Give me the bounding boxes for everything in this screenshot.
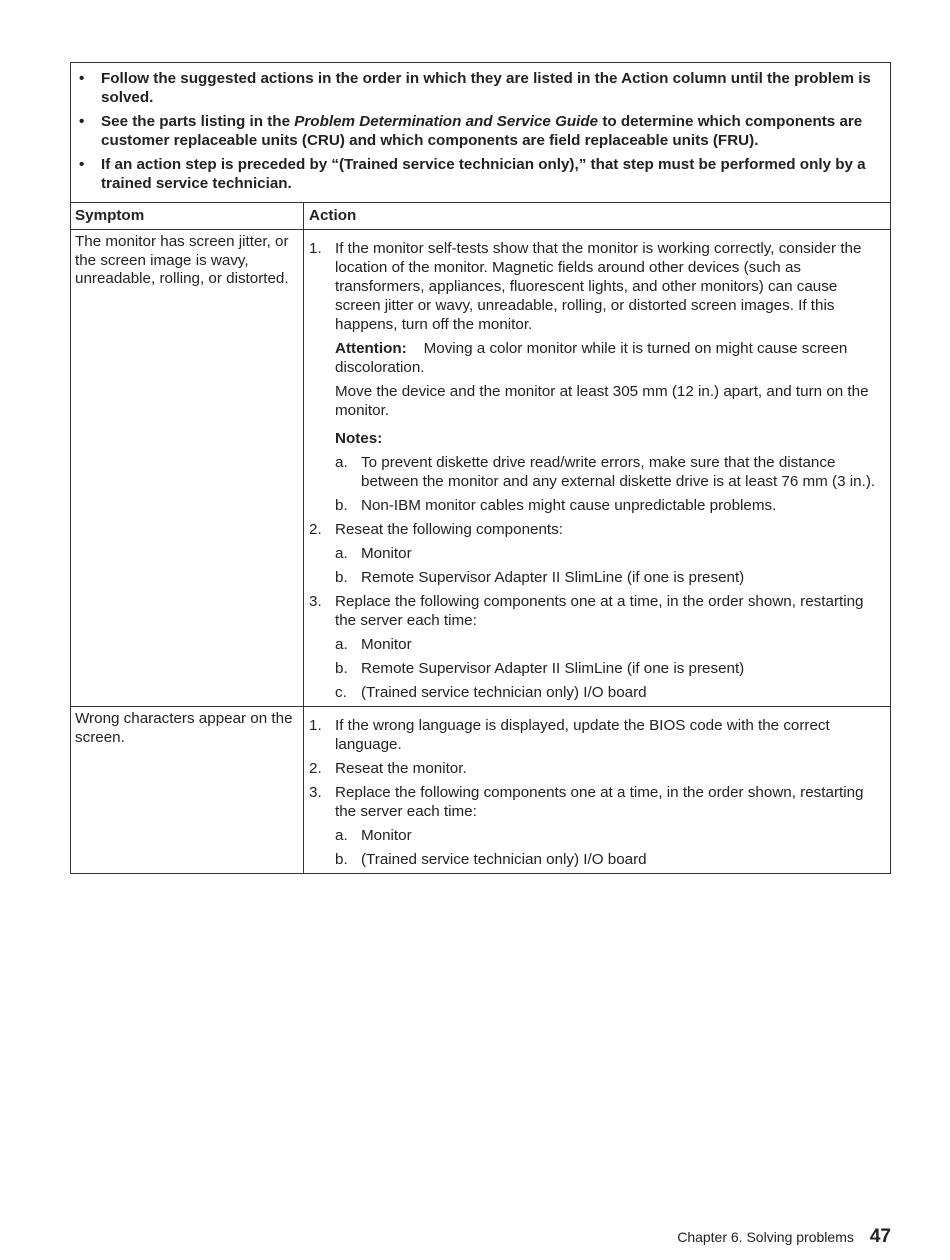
substep-letter: b.: [335, 851, 348, 868]
action-step: [309, 239, 882, 334]
action-cell: [304, 707, 890, 873]
substep-text: (Trained service technician only) I/O board: [361, 851, 647, 868]
substep-item: [335, 850, 882, 869]
substep-text: Remote Supervisor Adapter II SlimLine (if one is present): [361, 569, 745, 586]
action-step: [309, 520, 882, 539]
symptom-cell: Wrong characters appear on the screen.: [71, 707, 304, 873]
symptom-header: Symptom: [71, 203, 304, 229]
symptom-cell: The monitor has screen jitter, or the screen image is wavy, unreadable, rolling, or distorted.: [71, 230, 304, 706]
note-letter: a.: [335, 454, 348, 471]
notes-heading: Notes:: [335, 430, 383, 447]
step-number: 3.: [309, 784, 322, 801]
substep-item: [335, 568, 882, 587]
step-text: Reseat the following components:: [335, 521, 563, 538]
step-text: Replace the following components one at a time, in the order shown, restarting the server each time:: [335, 784, 864, 820]
chapter-title: Chapter 6. Solving problems: [677, 1229, 854, 1245]
instruction-text: If an action step is preceded by “(Trained service technician only),” that step must be performed only by a trained service technician.: [101, 156, 866, 192]
action-header: Action: [309, 207, 357, 224]
instruction-text: Follow the suggested actions in the order in which they are listed in the Action column until the problem is solved.: [101, 70, 871, 106]
step-number: 3.: [309, 593, 322, 610]
step-number: 1.: [309, 240, 322, 257]
attention-text: Moving a color monitor while it is turned on might cause screen discoloration.: [335, 340, 848, 376]
substep-letter: b.: [335, 569, 348, 586]
substep-letter: a.: [335, 636, 348, 653]
instruction-bullet: [79, 69, 882, 107]
substep-item: [335, 683, 882, 702]
substep-letter: c.: [335, 684, 347, 701]
page-footer: [677, 1226, 891, 1248]
instruction-text-end: to determine which components are customer replaceable units (CRU) and which components are field replaceable units (FRU).: [101, 113, 863, 149]
substep-letter: a.: [335, 545, 348, 562]
step-number: 2.: [309, 760, 322, 777]
bullet-marker: •: [79, 113, 85, 130]
action-step: [309, 783, 882, 821]
note-item: [335, 496, 882, 515]
action-step: [309, 759, 882, 778]
note-text: To prevent diskette drive read/write errors, make sure that the distance between the monitor and any external diskette drive is at least 76 mm (3 in.).: [361, 454, 876, 490]
step-number: 2.: [309, 521, 322, 538]
bullet-marker: •: [79, 156, 85, 173]
guide-title: Problem Determination and Service Guide: [294, 113, 599, 130]
action-step: [309, 716, 882, 754]
substep-item: [335, 544, 882, 563]
attention-label: Attention:: [335, 340, 407, 357]
instruction-text-start: See the parts listing in the: [101, 113, 295, 130]
step-text: If the monitor self-tests show that the monitor is working correctly, consider the location of the monitor. Magnetic fields around other devices (such as transformers, appliances, fluorescent lights, and other monitors) can cause screen jitter or wavy, unreadable, rolling, or distorted screen images. If this happens, turn off the monitor.: [335, 240, 862, 333]
action-step: [309, 592, 882, 630]
table-row: [71, 706, 890, 873]
instruction-bullet: [79, 155, 882, 193]
table-row: [71, 230, 890, 706]
troubleshooting-table: [70, 62, 891, 874]
substep-item: [335, 635, 882, 654]
instruction-text: [101, 112, 882, 150]
page-number: 47: [869, 1226, 891, 1247]
substep-item: [335, 659, 882, 678]
step-number: 1.: [309, 717, 322, 734]
substep-item: [335, 826, 882, 845]
step-text: Replace the following components one at a time, in the order shown, restarting the server each time:: [335, 593, 864, 629]
note-text: Non-IBM monitor cables might cause unpredictable problems.: [361, 497, 777, 514]
step-text: Reseat the monitor.: [335, 760, 467, 777]
move-paragraph: Move the device and the monitor at least 305 mm (12 in.) apart, and turn on the monitor.: [335, 383, 869, 419]
substep-text: Monitor: [361, 827, 412, 844]
step-text: If the wrong language is displayed, update the BIOS code with the correct language.: [335, 717, 830, 753]
action-cell: [304, 230, 890, 706]
substep-letter: a.: [335, 827, 348, 844]
note-letter: b.: [335, 497, 348, 514]
bullet-marker: •: [79, 70, 85, 87]
table-header: [71, 203, 890, 230]
substep-text: Monitor: [361, 636, 412, 653]
instructions-box: [71, 63, 890, 203]
instruction-bullet: [79, 112, 882, 150]
substep-text: (Trained service technician only) I/O board: [361, 684, 647, 701]
substep-text: Remote Supervisor Adapter II SlimLine (if one is present): [361, 660, 745, 677]
substep-letter: b.: [335, 660, 348, 677]
attention-paragraph: [335, 339, 882, 377]
note-item: [335, 453, 882, 491]
substep-text: Monitor: [361, 545, 412, 562]
